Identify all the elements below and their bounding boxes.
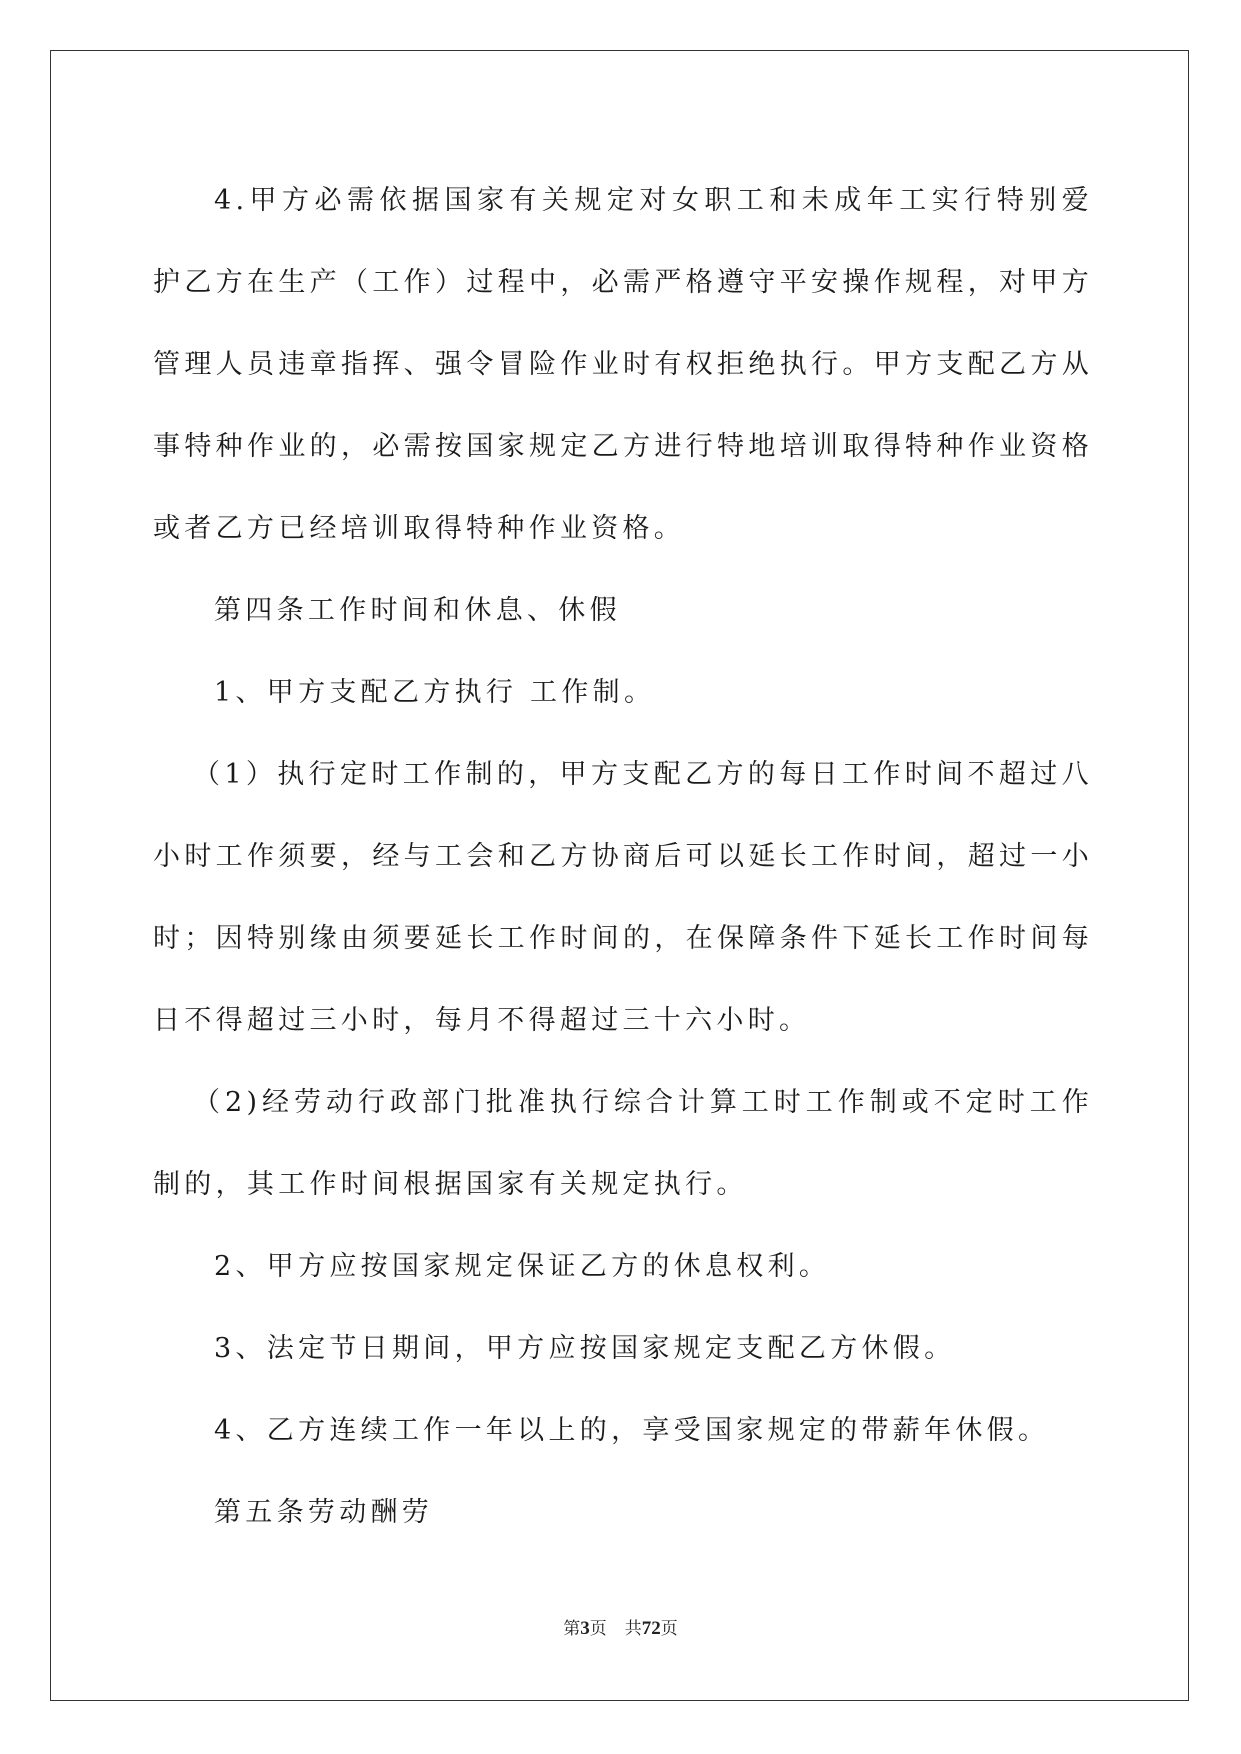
footer-page-suffix: 页 [589,1619,607,1639]
footer-total-pages: 72 [641,1618,661,1639]
document-body [153,160,1093,1554]
footer-page-prefix: 第 [563,1619,581,1639]
paragraph-annual-leave: 4、乙方连续工作一年以上的，享受国家规定的带薪年休假。 [214,1415,1050,1446]
page-footer [0,1614,1241,1640]
paragraph-1: 4.甲方必需依据国家有关规定对女职工和未成年工实行特别爱护乙方在生产（工作）过程中，必需严格遵守平安操作规程，对甲方管理人员违章指挥、强令冒险作业时有权拒绝执行。甲方支配乙方从事特种作业的，必需按国家规定乙方进行特地培训取得特种作业资格或者乙方已经培训取得特种作业资格。 [153,185,1093,544]
paragraph-holidays: 3、法定节日期间，甲方应按国家规定支配乙方休假。 [214,1333,956,1364]
section-heading-4: 第四条工作时间和休息、休假 [214,595,621,626]
paragraph-fixed-hours: （1）执行定时工作制的，甲方支配乙方的每日工作时间不超过八小时工作须要，经与工会和乙方协商后可以延长工作时间，超过一小时；因特别缘由须要延长工作时间的，在保障条件下延长工作时间每日不得超过三小时，每月不得超过三十六小时。 [153,759,1093,1036]
paragraph-work-system: 1、甲方支配乙方执行 工作制。 [214,677,656,708]
footer-total-suffix: 页 [660,1619,678,1639]
paragraph-rest-rights: 2、甲方应按国家规定保证乙方的休息权利。 [214,1251,831,1282]
section-heading-5: 第五条劳动酬劳 [214,1497,434,1528]
footer-page-number: 3 [580,1618,590,1639]
paragraph-comprehensive-hours: （2)经劳动行政部门批准执行综合计算工时工作制或不定时工作制的，其工作时间根据国家有关规定执行。 [153,1087,1093,1200]
footer-total-prefix: 共 [624,1619,642,1639]
